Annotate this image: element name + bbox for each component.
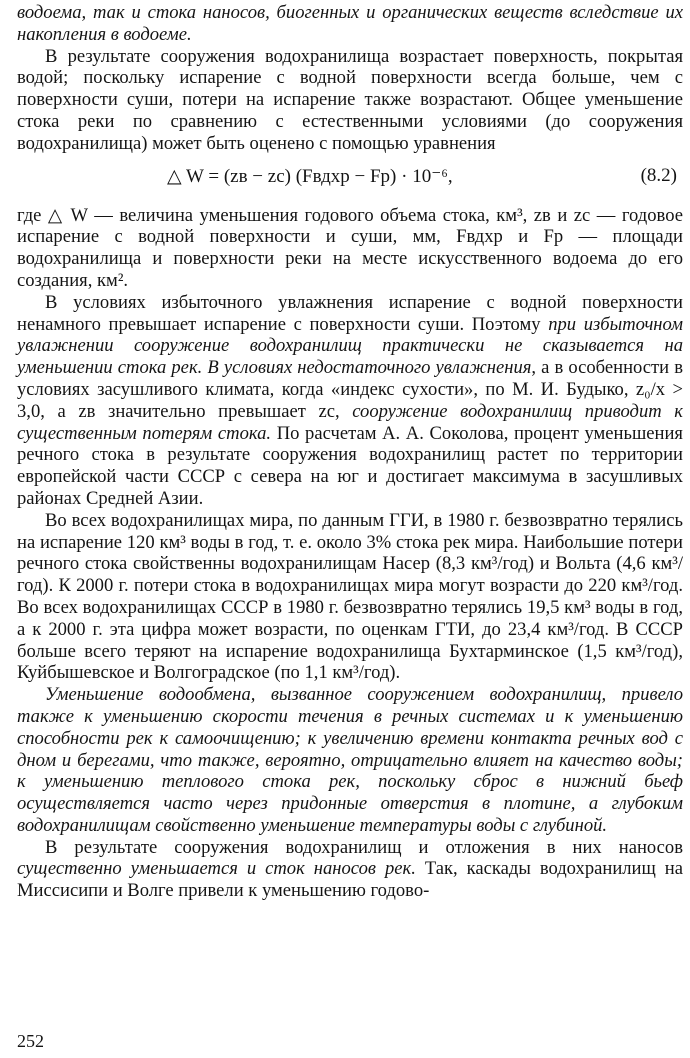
- paragraph-3-seg-3: сооружение водохранилищ приводит к существенным потерям стока.: [17, 400, 683, 444]
- paragraph-3-seg-1: при избыточном увлажнении сооружение водохранилищ практически не сказывается на уменьшении стока рек. В условиях недостаточного увлажнения: [17, 313, 683, 379]
- equation-expression: △ W = (zв − zс) (Fвдхр − Fр) · 10⁻⁶,: [167, 165, 453, 187]
- paragraph-0: водоема, так и стока наносов, биогенных и органических веществ вследствие их накопления в водоеме.: [17, 2, 683, 45]
- page-body: [17, 2, 683, 902]
- paragraph-6-seg-0: В результате сооружения водохранилищ и отложения в них наносов: [45, 836, 683, 858]
- paragraph-6-seg-2: Так, каскады водохранилищ на Миссисипи и Волге привели к уменьшению годово-: [17, 858, 683, 902]
- page-number: 252: [17, 1031, 44, 1051]
- paragraph-3: [17, 292, 683, 510]
- paragraph-6: [17, 837, 683, 902]
- equation-number: (8.2): [640, 164, 677, 186]
- paragraph-3-seg-2: , а в особенности в условиях засушливого климата, когда «индекс сухости», по М. И. Будыко, z₀/x > 3,0, а zв значительно превышает zс,: [17, 357, 683, 422]
- paragraph-6-seg-1: существенно уменьшается и сток наносов рек.: [17, 858, 416, 880]
- paragraph-5: Уменьшение водообмена, вызванное сооружением водохранилищ, привело также к уменьшению скорости течения в речных системах и к уменьшению способности рек к самоочищению; к увеличению времени контакта речных вод с дном и берегами, что также, вероятно, отрицательно влияет на качество воды; к уменьшению теплового стока рек, поскольку сброс в нижний бьеф осуществляется часто через придонные отверстия в плотине, а глубоким водохранилищам свойственно уменьшение температуры воды с глубиной.: [17, 684, 683, 836]
- paragraph-3-seg-0: В условиях избыточного увлажнения испарение с водной поверхности ненамного превышает испарение с поверхности суши. Поэтому: [17, 291, 683, 335]
- paragraph-3-seg-4: По расчетам А. А. Соколова, процент уменьшения речного стока в результате сооружения водохранилищ растет по территории европейской части СССР с севера на юг и достигает максимума в засушливых районах Средней Азии.: [17, 422, 683, 509]
- paragraph-4: Во всех водохранилищах мира, по данным ГГИ, в 1980 г. безвозвратно терялись на испарение 120 км³ воды в год, т. е. около 3% стока рек мира. Наибольшие потери речного стока свойственны водохранилищам Насер (8,3 км³/год) и Вольта (4,6 км³/год). К 2000 г. потери стока в водохранилищах мира могут возрасти до 220 км³/год. Во всех водохранилищах СССР в 1980 г. безвозвратно терялись 19,5 км³ воды в год, а к 2000 г. эта цифра может возрасти, по оценкам ГТИ, до 23,4 км³/год. В СССР больше всего теряют на испарение водохранилища Бухтарминское (1,5 км³/год), Куйбышевское и Волгоградское (по 1,1 км³/год).: [17, 509, 683, 684]
- equation-8-2: [17, 161, 683, 195]
- paragraph-2: где △ W — величина уменьшения годового объема стока, км³, zв и zс — годовое испарение с водной поверхности и суши, мм, Fвдхр и Fр — площади водохранилища и поверхности реки на месте искусственного водоема до его создания, км².: [17, 204, 683, 291]
- paragraph-1: В результате сооружения водохранилища возрастает поверхность, покрытая водой; поскольку испарение с водной поверхности всегда больше, чем с поверхности суши, потери на испарение также возрастают. Общее уменьшение стока реки по сравнению с естественными условиями (до сооружения водохранилища) может быть оценено с помощью уравнения: [17, 45, 683, 154]
